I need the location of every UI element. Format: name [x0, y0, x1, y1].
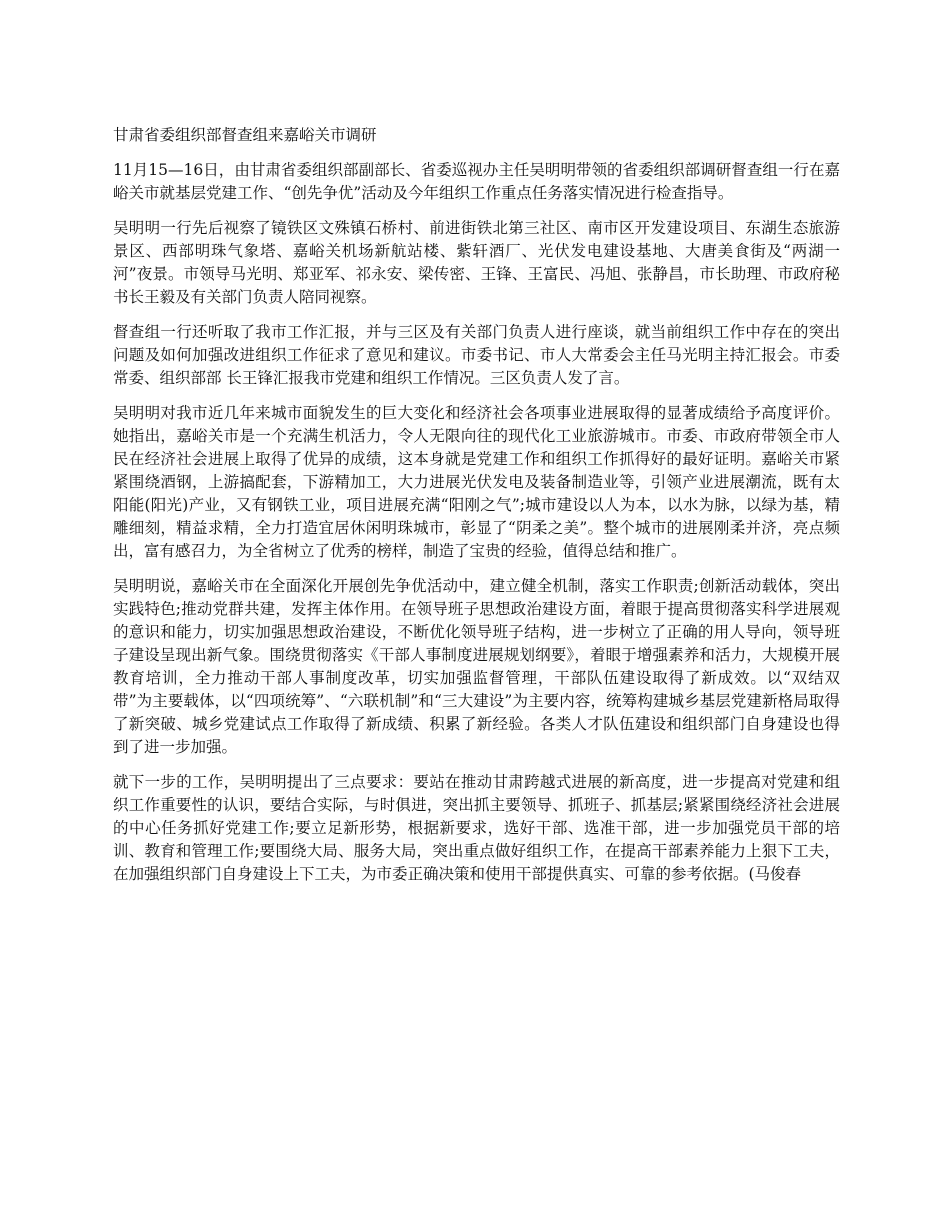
paragraph-5: 吴明明说，嘉峪关市在全面深化开展创先争优活动中，建立健全机制，落实工作职责;创新活动载体，突出实践特色;推动党群共建，发挥主体作用。在领导班子思想政治建设方面，着眼于提高贯彻落实科学进展观的意识和能力，切实加强思想政治建设，不断优化领导班子结构，进一步树立了正确的用人导向，领导班子建设呈现出新气象。围绕贯彻落实《干部人事制度进展规划纲要》，着眼于增强素养和活力，大规模开展教育培训，全力推动干部人事制度改革，切实加强监督管理，干部队伍建设取得了新成效。以“双结双带”为主要载体，以“四项统筹”、“六联机制”和“三大建设”为主要内容，统筹构建城乡基层党建新格局取得了新突破、城乡党建试点工作取得了新成绩、积累了新经验。各类人才队伍建设和组织部门自身建设也得到了进一步加强。: [113, 577, 840, 756]
document-title: 甘肃省委组织部督查组来嘉峪关市调研: [113, 126, 377, 144]
paragraph-1: 11月15—16日，由甘肃省委组织部副部长、省委巡视办主任吴明明带领的省委组织部调研督查组一行在嘉峪关市就基层党建工作、“创先争优”活动及今年组织工作重点任务落实情况进行检查指导。: [113, 161, 840, 202]
paragraph-3: 督查组一行还听取了我市工作汇报，并与三区及有关部门负责人进行座谈，就当前组织工作中存在的突出问题及如何加强改进组织工作征求了意见和建议。市委书记、市人大常委会主任马光明主持汇报会。市委常委、组织部部 长王锋汇报我市党建和组织工作情况。三区负责人发了言。: [113, 323, 840, 387]
document-body: [113, 124, 840, 898]
paragraph-4: 吴明明对我市近几年来城市面貌发生的巨大变化和经济社会各项事业进展取得的显著成绩给予高度评价。她指出，嘉峪关市是一个充满生机活力，令人无限向往的现代化工业旅游城市。市委、市政府带领全市人民在经济社会进展上取得了优异的成绩，这本身就是党建工作和组织工作抓得好的最好证明。嘉峪关市紧紧围绕酒钢，上游搞配套，下游精加工，大力进展光伏发电及装备制造业等，引领产业进展潮流，既有太阳能(阳光)产业，又有钢铁工业，项目进展充满“阳刚之气”;城市建设以人为本，以水为脉，以绿为基，精雕细刻，精益求精，全力打造宜居休闲明珠城市，彰显了“阴柔之美”。整个城市的进展刚柔并济，亮点频出，富有感召力，为全省树立了优秀的榜样，制造了宝贵的经验，值得总结和推广。: [113, 404, 840, 560]
paragraph-2: 吴明明一行先后视察了镜铁区文殊镇石桥村、前进街铁北第三社区、南市区开发建设项目、东湖生态旅游景区、西部明珠气象塔、嘉峪关机场新航站楼、紫轩酒厂、光伏发电建设基地、大唐美食街及“两湖一河”夜景。市领导马光明、郑亚军、祁永安、梁传密、王锋、王富民、冯旭、张静昌，市长助理、市政府秘书长王毅及有关部门负责人陪同视察。: [113, 219, 840, 306]
paragraph-6: 就下一步的工作，吴明明提出了三点要求：要站在推动甘肃跨越式进展的新高度，进一步提高对党建和组织工作重要性的认识，要结合实际，与时俱进，突出抓主要领导、抓班子、抓基层;紧紧围绕经济社会进展的中心任务抓好党建工作;要立足新形势，根据新要求，选好干部、选准干部，进一步加强党员干部的培训、教育和管理工作;要围绕大局、服务大局，突出重点做好组织工作，在提高干部素养能力上狠下工夫，在加强组织部门自身建设上下工夫，为市委正确决策和使用干部提供真实、可靠的参考依据。(马俊春: [113, 773, 840, 883]
